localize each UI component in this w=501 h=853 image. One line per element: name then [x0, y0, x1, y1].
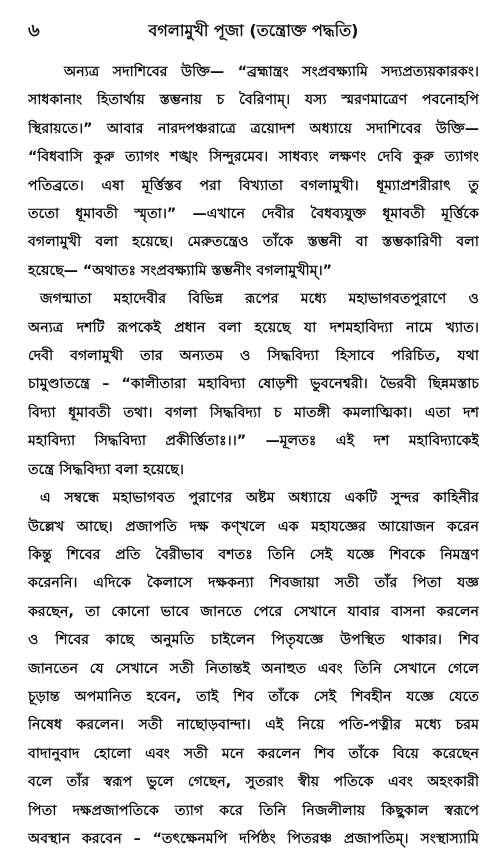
text-line: হয়েছে— “অথাতঃ সংপ্রবক্ষ্যামি স্তম্ভনীং বগলামুখীম্।”: [28, 262, 332, 279]
text-line: কিন্তু শিবের প্রতি বৈরীভাব বশতঃ তিনি সেই যজ্ঞে শিবকে নিমন্ত্রণ: [28, 546, 479, 563]
paragraph-2: [28, 285, 479, 484]
text-line: দেবী বগলামুখী তার অন্যতম ও সিদ্ধবিদ্যা হিসাবে পরিচিত, যথা: [28, 348, 479, 365]
page-number: ৬: [28, 19, 40, 41]
text-line: বিদ্যা ধূমাবতী তথা। বগলা সিদ্ধবিদ্যা চ মাতঙ্গী কমলাত্মিকা। এতা দশ: [28, 404, 479, 421]
text-line: ততো ধূমাবতী স্মৃতা।” —এখানে দেবীর বৈধব্যযুক্ত ধূমাবতী মূর্ত্তিকে: [28, 206, 479, 223]
running-title: বগলামুখী পূজা (তন্ত্রোক্ত পদ্ধতি): [148, 20, 359, 40]
text-line: জগন্মাতা মহাদেবীর বিভিন্ন রূপের মধ্যে মহাভাগবতপুরাণে ও: [40, 291, 479, 308]
body-text: [28, 58, 479, 853]
text-line: জানতেন যে সেখানে সতী নিতান্তই অনাহুত এবং তিনি সেখানে গেলে: [28, 660, 479, 677]
text-line: নিষেধ করলেন। সতী নাছোড়বান্দা। এই নিয়ে পতি-পত্নীর মধ্যে চরম: [28, 717, 479, 734]
text-line: চামুণ্ডাতন্ত্রে – “কালীতারা মহাবিদ্যা ষোড়শী ভুবনেশ্বরী। ভৈরবী ছিন্নমস্তাচ: [28, 376, 479, 393]
page-header: [28, 16, 479, 46]
text-line: বাদানুবাদ হোলো এবং সতী মনে করলেন শিব তাঁকে বিয়ে করেছেন: [28, 745, 479, 762]
text-line: বগলামুখী বলা হয়েছে। মেরুতন্ত্রেও তাঁকে স্তম্ভনী বা স্তম্ভকারিণী বলা: [28, 234, 479, 251]
text-line: স্থিরায়তে।” আবার নারদপঞ্চরাত্রে ত্রয়োদশ অধ্যায়ে সদাশিবের উক্তি—: [28, 120, 479, 137]
text-line: করছেন, তা কোনো ভাবে জানতে পেরে সেখানে যাবার বাসনা করলেন: [28, 603, 479, 620]
text-line: করেননি। এদিকে কৈলাসে দক্ষকন্যা শিবজায়া সতী তাঁর পিতা যজ্ঞ: [28, 575, 479, 592]
text-line: সাধকানাং হিতার্থায় স্তম্ভনায় চ বৈরিণাম্। যস্য স্মরণমাত্রেণ পবনোহপি: [28, 92, 479, 109]
paragraph-1: [28, 58, 479, 285]
text-line: বলে তাঁর স্বরূপ ভুলে গেছেন, সুতরাং স্বীয় পতিকে এবং অহংকারী: [28, 774, 479, 791]
text-line: “বিধবাসি কুরু ত্যাগং শঙ্খং সিন্দুরমেব। সাধব্যং লক্ষণং দেবি কুরু ত্যাগং: [28, 149, 479, 166]
text-line: মহাবিদ্যা সিদ্ধবিদ্যা প্রকীর্ত্তিতাঃ।।” —মূলতঃ এই দশ মহাবিদ্যাকেই: [28, 433, 479, 450]
text-line: পতিব্রতে। এষা মূর্ত্তিস্তব পরা বিখ্যাতা বগলামুখী। ধূম্যাপ্রশরীরাৎ তু: [28, 177, 479, 194]
text-line: এ সম্বন্ধে মহাভাগবত পুরাণের অষ্টম অধ্যায়ে একটি সুন্দর কাহিনীর: [40, 490, 479, 507]
text-line: চূড়ান্ত অপমানিত হবেন, তাই শিব তাঁকে সেই শিবহীন যজ্ঞে যেতে: [28, 688, 479, 705]
text-line: তন্ত্রে সিদ্ধবিদ্যা বলা হয়েছে।: [28, 461, 184, 478]
text-line: অবস্থান করবেন – “তৎক্ষেনমপি দর্পিষ্ঠং পিতরঞ্চ প্রজাপতিম্। সংস্থাস্যামি: [28, 830, 479, 847]
text-line: ও শিবের কাছে অনুমতি চাইলেন পিতৃযজ্ঞে উপস্থিত থাকার। শিব: [28, 632, 479, 649]
paragraph-3: [28, 484, 479, 853]
text-line: অন্যত্র দশটি রূপকেই প্রধান বলা হয়েছে যা দশমহাবিদ্যা নামে খ্যাত।: [28, 319, 479, 336]
text-line: উল্লেখ আছে। প্রজাপতি দক্ষ কণ্খলে এক মহাযজ্ঞের আয়োজন করেন: [28, 518, 479, 535]
text-line: অন্যত্র সদাশিবের উক্তি— “ব্রহ্মান্ত্রং সংপ্রবক্ষ্যামি সদ্যপ্রত্যয়কারকং।: [64, 64, 479, 80]
text-line: পিতা দক্ষপ্রজাপতিকে ত্যাগ করে তিনি নিজলীলায় কিছুকাল স্বরূপে: [28, 802, 479, 819]
